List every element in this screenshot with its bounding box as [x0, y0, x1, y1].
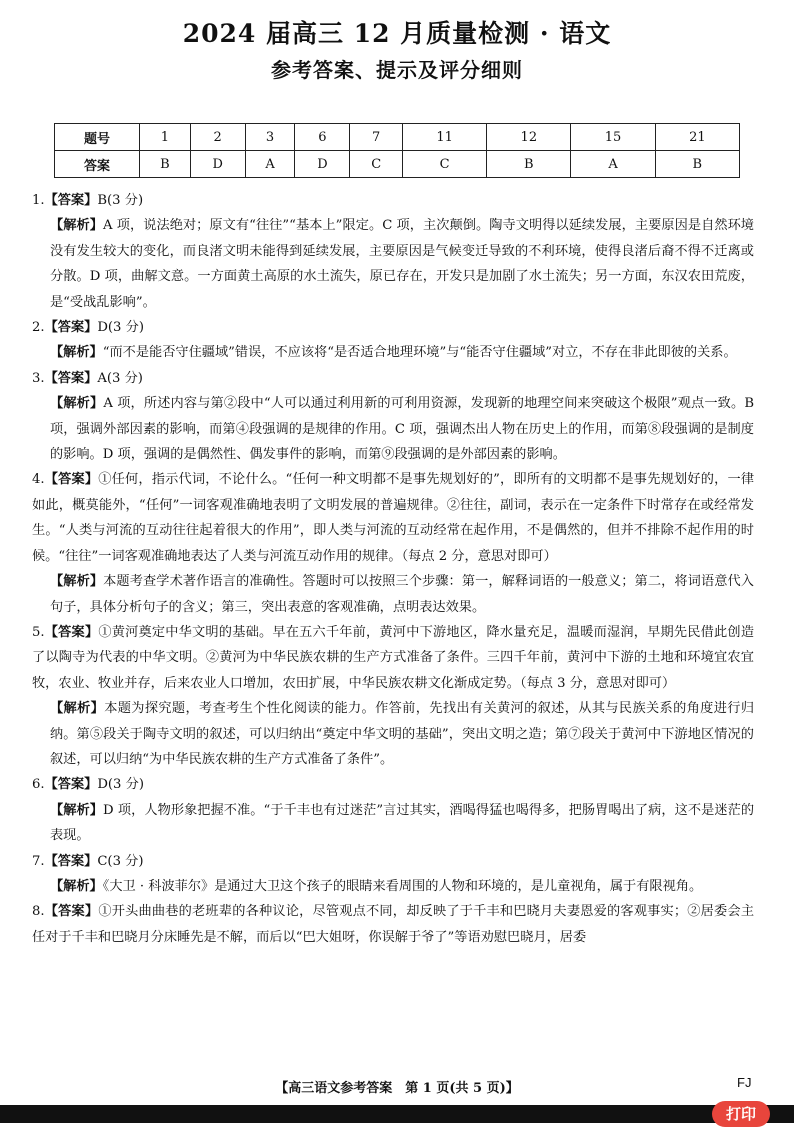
answer-5 — [32, 620, 754, 696]
answer-text: B(3 分) — [97, 193, 144, 208]
explanation-tag: 【解析】 — [50, 701, 105, 717]
answer-table — [54, 123, 740, 178]
question-number-cell: 3 — [245, 124, 295, 151]
answer-3 — [32, 366, 754, 391]
answer-text: D(3 分) — [97, 777, 144, 793]
explanation-text: “而不是能否守住疆域”错误，不应该将“是否适合地理环境”与“能否守住疆域”对立，不存在非此即彼的关系。 — [102, 345, 737, 361]
question-number-cell: 6 — [295, 124, 350, 151]
answer-cell: B — [487, 151, 571, 178]
question-number: 1. — [32, 193, 45, 208]
page-footer: 【高三语文参考答案 第 1 页(共 5 页)】 — [275, 1081, 519, 1096]
answer-text: A(3 分) — [97, 370, 143, 386]
explanation-text: A 项，所述内容与第②段中“人可以通过利用新的可利用资源，发现新的地理空间来突破这个极限”观点一致。B 项，强调外部因素的影响，而第④段强调的是规律的作用。C 项，强调杰出人物在历史上的作用，而第⑧段强调的是制度的影响。D 项，强调的是偶然性、偶发事件的影响，而第⑨段强调的是外部因素的影响。 — [50, 396, 755, 463]
question-number-cell: 7 — [350, 124, 403, 151]
answer-tag: 【答案】 — [44, 853, 98, 869]
bottom-toolbar — [0, 1105, 794, 1123]
explanation-text: 本题考查学术著作语言的准确性。答题时可以按照三个步骤：第一，解释词语的一般意义；第二，将词语意代入句子，具体分析句子的含义；第三，突出表意的客观准确，点明表达效果。 — [50, 574, 754, 615]
answer-4 — [32, 467, 754, 569]
explanation-tag: 【解析】 — [50, 218, 103, 234]
question-number-row — [55, 124, 740, 151]
explanation-7 — [32, 874, 754, 899]
explanation-3 — [32, 391, 754, 467]
answer-tag: 【答案】 — [44, 472, 99, 488]
explanation-tag: 【解析】 — [50, 574, 104, 590]
explanation-tag: 【解析】 — [50, 396, 104, 412]
answer-explanations — [32, 188, 754, 950]
explanation-5 — [32, 696, 754, 772]
question-number: 8. — [32, 904, 45, 920]
explanation-text: 《大卫 · 科波菲尔》是通过大卫这个孩子的眼睛来看周围的人物和环境的，是儿童视角，属于有限视角。 — [102, 878, 703, 894]
answer-text: ①任何，指示代词，不论什么。“任何一种文明都不是事先规划好的”，即所有的文明都不是事先规划好的，一律如此，概莫能外，“任何”一词客观准确地表明了文明发展的普遍规律。②往往，副词，表示在一定条件下时常存在或经常发生。“人类与河流的互动往往起着很大的作用”，即人类与河流的互动经常在起作用，不是偶然的，但并不排除不起作用的时候。“往往”一词客观准确地表达了人类与河流互动作用的规律。（每点 2 分，意思对即可） — [32, 472, 755, 564]
answer-text: D(3 分) — [97, 320, 144, 336]
answer-cell: D — [295, 151, 350, 178]
explanation-tag: 【解析】 — [50, 802, 103, 818]
question-number: 4. — [32, 472, 45, 488]
answer-tag: 【答案】 — [44, 370, 98, 386]
answer-tag: 【答案】 — [44, 777, 98, 793]
question-number-cell: 15 — [571, 124, 655, 151]
question-number-cell: 12 — [487, 124, 571, 151]
explanation-text: D 项，人物形象把握不准。“于千丰也有过迷茫”言过其实，酒喝得猛也喝得多，把肠胃喝出了病，这不是迷茫的表现。 — [50, 802, 755, 844]
answer-text: C(3 分) — [97, 853, 144, 869]
question-number: 5. — [32, 624, 45, 640]
explanation-4 — [32, 569, 754, 620]
explanation-1 — [32, 213, 754, 315]
explanation-6 — [32, 798, 754, 849]
explanation-text: 本题为探究题，考查考生个性化阅读的能力。作答前，先找出有关黄河的叙述，从其与民族关系的角度进行归纳。第⑤段关于陶寺文明的叙述，可以归纳出“奠定中华文明的基础”，突出文明之造；第⑦段关于黄河中下游地区情况的叙述，可以归纳“为中华民族农耕的生产方式准备了条件”。 — [50, 701, 755, 767]
question-number-cell: 11 — [402, 124, 486, 151]
row-label-number: 题号 — [55, 124, 140, 151]
document-subtitle: 参考答案、提示及评分细则 — [271, 58, 523, 82]
answer-cell: A — [245, 151, 295, 178]
answer-row — [55, 151, 740, 178]
answer-cell: B — [140, 151, 191, 178]
answer-cell: D — [190, 151, 245, 178]
explanation-tag: 【解析】 — [50, 878, 103, 894]
answer-cell: B — [655, 151, 739, 178]
answer-tag: 【答案】 — [44, 624, 99, 640]
answer-tag: 【答案】 — [44, 320, 98, 336]
answer-cell: A — [571, 151, 655, 178]
answer-cell: C — [350, 151, 403, 178]
answer-text: ①黄河奠定中华文明的基础。早在五六千年前，黄河中下游地区，降水量充足，温暖而湿润，早期先民借此创造了以陶寺为代表的中华文明。②黄河为中华民族农耕的生产方式准备了条件。三四千年前，黄河中下游的土地和环境宜农宜牧，农业、牧业并存，后来农业人口增加，农田扩展，中华民族农耕文化渐成定势。（每点 3 分，意思对即可） — [32, 624, 755, 691]
answer-cell: C — [402, 151, 486, 178]
answer-6 — [32, 772, 754, 797]
question-number-cell: 1 — [140, 124, 191, 151]
question-number: 2. — [32, 320, 45, 336]
answer-2 — [32, 315, 754, 340]
question-number-cell: 21 — [655, 124, 739, 151]
answer-tag: 【答案】 — [44, 193, 98, 208]
answer-1 — [32, 188, 754, 213]
print-button[interactable]: 打印 — [712, 1101, 770, 1127]
question-number: 7. — [32, 853, 45, 869]
question-number-cell: 2 — [190, 124, 245, 151]
explanation-2 — [32, 340, 754, 365]
explanation-text: A 项，说法绝对；原文有“往往”“基本上”限定。C 项，主次颠倒。陶寺文明得以延续发展，主要原因是自然环境没有发生较大的变化，而良渚文明未能得到延续发展，主要原因是气候变迁导致的不利环境，使得良渚后裔不得不迁离或分散。D 项，曲解文意。一方面黄土高原的水土流失，原已存在，开发只是加剧了水土流失；另一方面，东汉农田荒废，是“受战乱影响”。 — [50, 218, 754, 310]
question-number: 6. — [32, 777, 45, 793]
answer-8 — [32, 899, 754, 950]
answer-7 — [32, 849, 754, 874]
answer-text: ①开头曲曲巷的老班辈的各种议论，尽管观点不同，却反映了于千丰和巴晓月夫妻恩爱的客观事实；②居委会主任对于千丰和巴晓月分床睡先是不解，而后以“巴大姐呀，你误解于爷了”等语劝慰巴晓月，居委 — [32, 904, 755, 945]
row-label-answer: 答案 — [55, 151, 140, 178]
footer-code: FJ — [737, 1075, 752, 1090]
answer-tag: 【答案】 — [44, 904, 99, 920]
document-title: 2024 届高三 12 月质量检测 · 语文 — [182, 19, 612, 48]
explanation-tag: 【解析】 — [50, 345, 103, 361]
question-number: 3. — [32, 370, 45, 386]
